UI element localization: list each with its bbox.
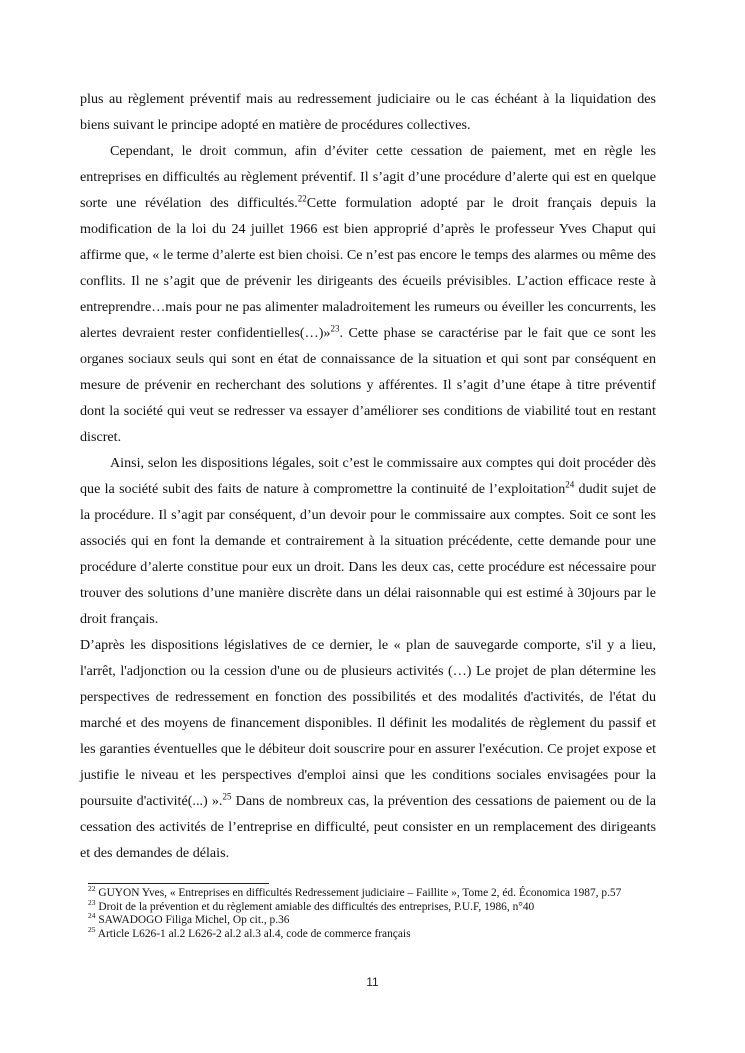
paragraph-text: . Cette phase se caractérise par le fait que ce sont les organes sociaux seuls qui sont en état de connaissance de la situation et qui sont par conséquent en mesure de prévenir en recherchant des solutions y afférentes. Il s’agit d’une étape à titre préventif dont la société qui veut se redresser va essayer d’améliorer ses conditions de viabilité tout en restant discret. (80, 325, 656, 445)
footnotes (88, 884, 658, 941)
paragraph (80, 86, 656, 138)
paragraph (80, 632, 656, 866)
paragraph-text: dudit sujet de la procédure. Il s’agit par conséquent, d’un devoir pour le commissaire aux comptes. Soit ce sont les associés qui en font la demande et contrairement à la situation précédente, cette demande pour une procédure d’alerte constitue pour eux un droit. Dans les deux cas, cette procédure est nécessaire pour trouver des solutions d’une manière discrète dans un délai raisonnable qui est estimé à 30jours par le droit français. (80, 481, 656, 627)
paragraph-text: plus au règlement préventif mais au redressement judiciaire ou le cas échéant à la liquidation des biens suivant le principe adopté en matière de procédures collectives. (80, 91, 656, 133)
footnote (88, 911, 658, 928)
footnote-number: 23 (88, 897, 96, 907)
footnote-reference: 22 (297, 193, 307, 204)
body-text (80, 86, 656, 866)
footnote-text: Article L626-1 al.2 L626-2 al.2 al.3 al.4, code de commerce français (95, 927, 411, 940)
footnote (88, 924, 658, 942)
paragraph-text: Cette formulation adopté par le droit français depuis la modification de la loi du 24 juillet 1966 est bien approprié d’après le professeur Yves Chaput qui affirme que, « le terme d’alerte est bien choisi. Ce n’est pas encore le temps des alarmes ou même des conflits. Il ne s’agit que de prévenir les dirigeants des écueils prévisibles. L’action efficace reste à entreprendre…mais pour ne pas alimenter maladroitement les rumeurs ou éveiller les concurrents, les alertes devraient rester confidentielles(…)» (80, 195, 656, 341)
footnote-reference: 23 (330, 323, 340, 334)
footnote-number: 24 (88, 911, 96, 921)
paragraph-text: Ainsi, selon les dispositions légales, soit c’est le commissaire aux comptes qui doit procéder dès que la société subit des faits de nature à compromettre la continuité de l’exploitation (80, 455, 656, 497)
footnote-number: 22 (88, 884, 96, 894)
footnote-number: 25 (88, 924, 96, 934)
footnote-reference: 25 (222, 791, 232, 802)
paragraph (80, 138, 656, 450)
footnote (88, 884, 658, 901)
paragraph-text: Cependant, le droit commun, afin d’éviter cette cessation de paiement, met en règle les entreprises en difficultés au règlement préventif. Il s’agit d’une procédure d’alerte qui est en quelque sorte une révélation des difficultés. (80, 143, 656, 211)
footnote-separator (88, 883, 269, 884)
paragraph (80, 450, 656, 632)
footnote-text: Droit de la prévention et du règlement amiable des difficultés des entreprises, P.U.F, 1986, n°40 (95, 900, 535, 913)
footnote-reference: 24 (565, 479, 575, 490)
page-number: 11 (366, 975, 379, 989)
paragraph-text: D’après les dispositions législatives de ce dernier, le « plan de sauvegarde comporte, s'il y a lieu, l'arrêt, l'adjonction ou la cession d'une ou de plusieurs activités (…) Le projet de plan détermine les perspectives de redressement en fonction des possibilités et des modalités d'activités, de l'état du marché et des moyens de financement disponibles. Il définit les modalités de règlement du passif et les garanties éventuelles que le débiteur doit souscrire pour en assurer l'exécution. Ce projet expose et justifie le niveau et les perspectives d'emploi ainsi que les conditions sociales envisagées pour la poursuite d'activité(...) ». (80, 637, 656, 809)
paragraph-text: Dans de nombreux cas, la prévention des cessations de paiement ou de la cessation des activités de l’entreprise en difficulté, peut consister en un remplacement des dirigeants et des demandes de délais. (80, 793, 657, 861)
footnote-text: GUYON Yves, « Entreprises en difficultés Redressement judiciaire – Faillite », Tome 2, éd. Économica 1987, p.57 (95, 887, 622, 899)
footnote-text: SAWADOGO Filiga Michel, Op cit., p.36 (95, 914, 290, 927)
footnote (88, 897, 658, 915)
